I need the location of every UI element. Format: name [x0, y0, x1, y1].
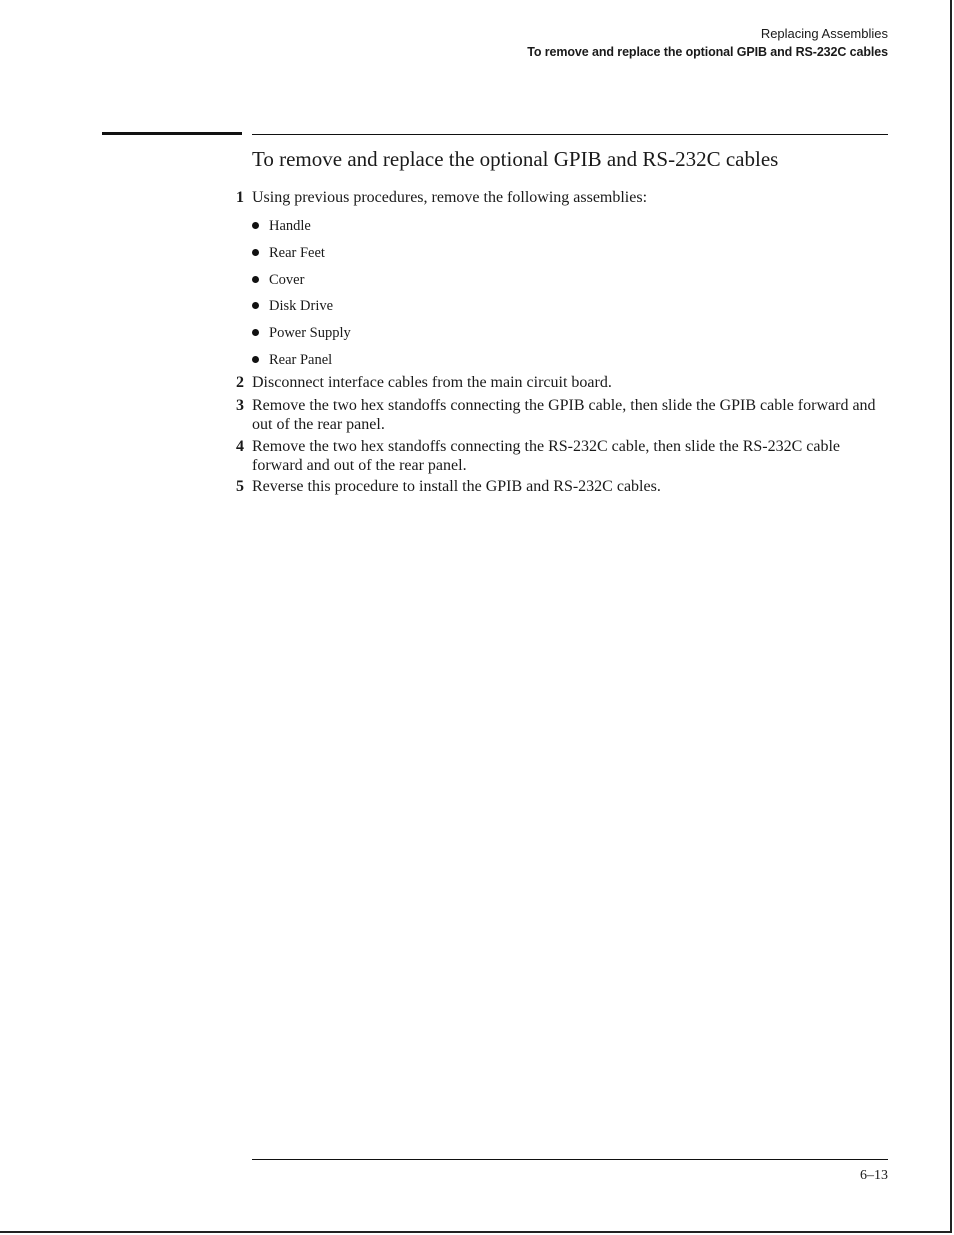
bullet-icon — [252, 249, 259, 256]
assembly-item-cover — [252, 271, 304, 289]
assembly-label: Disk Drive — [269, 298, 334, 314]
heading-rule-thick — [102, 132, 242, 135]
page-border-bottom — [0, 1231, 952, 1233]
assembly-item-disk-drive — [252, 297, 333, 315]
step-text: Reverse this procedure to install the GPIB and RS-232C cables. — [252, 478, 661, 495]
bullet-icon — [252, 356, 259, 363]
assembly-item-handle — [252, 217, 311, 235]
running-head — [527, 24, 888, 62]
bullet-icon — [252, 276, 259, 283]
page-border-right — [950, 0, 952, 1233]
section-heading: To remove and replace the optional GPIB and RS-232C cables — [252, 147, 779, 171]
assembly-item-rear-panel — [252, 351, 332, 369]
step-text: Using previous procedures, remove the following assemblies: — [252, 189, 648, 206]
assembly-item-power-supply — [252, 324, 351, 342]
running-head-chapter: Replacing Assemblies — [760, 26, 888, 41]
running-head-section: To remove and replace the optional GPIB and RS-232C cables — [527, 45, 888, 59]
step-number: 1 — [236, 189, 244, 206]
step-text: Remove the two hex standoffs connecting the RS-232C cable, then slide the RS-232C cable forward and out of the rear panel. — [252, 438, 841, 474]
assembly-label: Power Supply — [269, 325, 351, 341]
assembly-label: Rear Feet — [269, 245, 325, 261]
bullet-icon — [252, 222, 259, 229]
step-number: 5 — [236, 478, 244, 495]
assembly-item-rear-feet — [252, 244, 325, 262]
step-text: Disconnect interface cables from the main circuit board. — [252, 374, 612, 391]
step-number: 4 — [236, 438, 244, 455]
step-number: 2 — [236, 374, 244, 391]
page-number: 6–13 — [860, 1168, 888, 1183]
assembly-label: Rear Panel — [269, 352, 333, 368]
heading-rule-thin — [252, 134, 888, 135]
assembly-label: Handle — [269, 218, 311, 234]
bullet-icon — [252, 329, 259, 336]
bullet-icon — [252, 302, 259, 309]
step-text: Remove the two hex standoffs connecting the GPIB cable, then slide the GPIB cable forward and out of the rear panel. — [252, 397, 876, 433]
assembly-label: Cover — [269, 272, 305, 288]
step-number: 3 — [236, 397, 244, 414]
footer-rule — [252, 1159, 888, 1160]
